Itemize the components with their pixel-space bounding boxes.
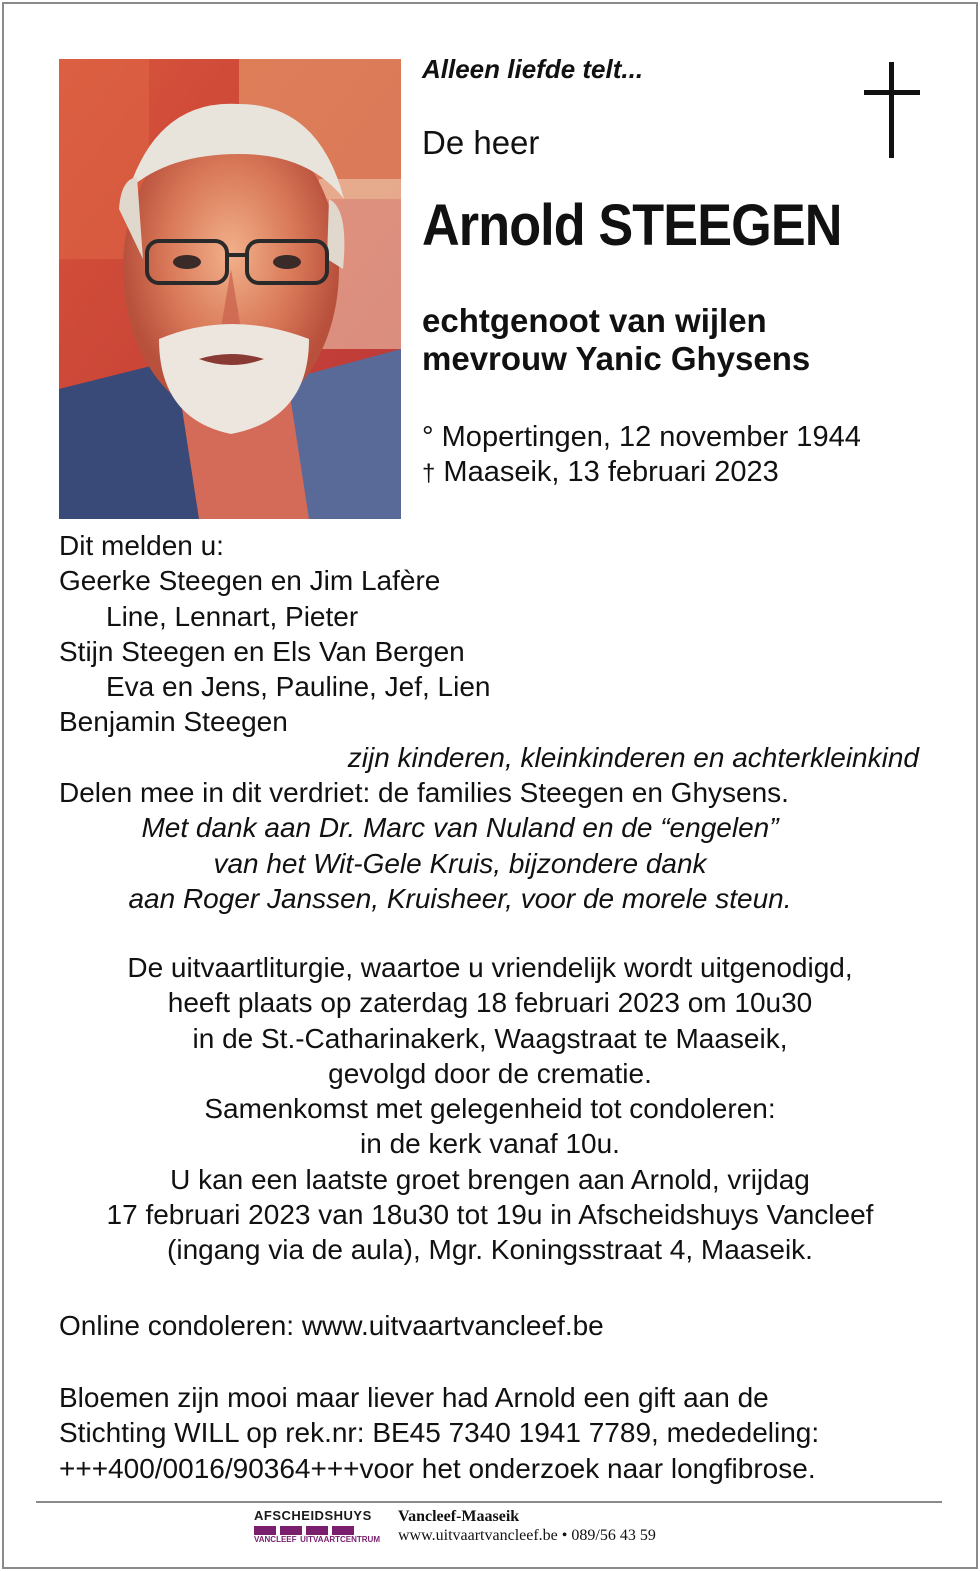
family-line: Benjamin Steegen <box>59 706 288 738</box>
life-dates <box>422 420 861 491</box>
family-intro: Dit melden u: <box>59 530 224 561</box>
ceremony-line: in de kerk vanaf 10u. <box>360 1128 620 1160</box>
family-line: Eva en Jens, Pauline, Jef, Lien <box>106 671 491 703</box>
ceremony-line: U kan een laatste groet brengen aan Arnold, vrijdag <box>170 1163 810 1195</box>
online-condolence: Online condoleren: www.uitvaartvancleef.be <box>59 1310 604 1341</box>
logo-block <box>306 1526 328 1535</box>
spouse-line-2: mevrouw Yanic Ghysens <box>422 340 811 377</box>
latin-cross-icon <box>864 62 920 158</box>
funeral-home-contact: www.uitvaartvancleef.be • 089/56 43 59 <box>398 1527 656 1544</box>
ceremony-section <box>30 950 950 1268</box>
death-line <box>422 455 861 491</box>
thanks-line: van het Wit-Gele Kruis, bijzondere dank <box>213 847 707 879</box>
logo-title: AFSCHEIDSHUYS <box>254 1508 372 1523</box>
logo-left: VANCLEEF <box>254 1535 297 1544</box>
family-line: Stijn Steegen en Els Van Bergen <box>59 635 465 667</box>
ceremony-line: Samenkomst met gelegenheid tot condoleren: <box>204 1093 776 1125</box>
flowers-line: Stichting WILL op rek.nr: BE45 7340 1941 7789, mededeling: <box>59 1417 820 1449</box>
logo-subtitle <box>254 1535 380 1544</box>
dagger-icon: † <box>422 460 436 487</box>
logo-right: UITVAARTCENTRUM <box>300 1535 380 1544</box>
family-relation: zijn kinderen, kleinkinderen en achterkleinkind <box>347 741 919 773</box>
portrait-painting <box>59 59 401 519</box>
birth-line: ° Mopertingen, 12 november 1944 <box>422 421 861 453</box>
ceremony-line: in de St.-Catharinakerk, Waagstraat te Maaseik, <box>192 1022 788 1054</box>
death-text: Maaseik, 13 februari 2023 <box>443 456 779 488</box>
footer-divider <box>36 1501 942 1503</box>
portrait-image <box>59 59 401 519</box>
shared-grief: Delen mee in dit verdriet: de families Steegen en Ghysens. <box>59 777 789 809</box>
ceremony-line: (ingang via de aula), Mgr. Koningsstraat 4, Maaseik. <box>167 1234 813 1266</box>
spouse-line-1: echtgenoot van wijlen <box>422 302 767 339</box>
flowers-line: +++400/0016/90364+++voor het onderzoek naar longfibrose. <box>59 1452 816 1484</box>
logo-block <box>280 1526 302 1535</box>
spouse-info <box>422 302 810 378</box>
family-line: Geerke Steegen en Jim Lafère <box>59 565 441 597</box>
thanks-line: Met dank aan Dr. Marc van Nuland en de “engelen” <box>141 812 779 844</box>
ceremony-line: heeft plaats op zaterdag 18 februari 2023 om 10u30 <box>167 987 813 1019</box>
logo-block <box>254 1526 276 1535</box>
thanks-line: aan Roger Janssen, Kruisheer, voor de morele steun. <box>128 882 792 914</box>
flowers-donation <box>59 1380 819 1486</box>
funeral-home-name: Vancleef-Maaseik <box>398 1508 520 1525</box>
deceased-name: Arnold STEEGEN <box>422 193 842 258</box>
family-line: Line, Lennart, Pieter <box>106 600 359 632</box>
logo-block <box>332 1526 354 1535</box>
motto: Alleen liefde telt... <box>422 54 644 84</box>
salutation: De heer <box>422 124 540 161</box>
ceremony-line: De uitvaartliturgie, waartoe u vriendelijk wordt uitgenodigd, <box>127 952 853 983</box>
ceremony-line: gevolgd door de crematie. <box>328 1057 652 1089</box>
ceremony-line: 17 februari 2023 van 18u30 tot 19u in Afscheidshuys Vancleef <box>106 1199 874 1231</box>
family-section <box>59 528 929 916</box>
flowers-line: Bloemen zijn mooi maar liever had Arnold een gift aan de <box>59 1382 769 1413</box>
funeral-home-logo <box>254 1509 380 1544</box>
